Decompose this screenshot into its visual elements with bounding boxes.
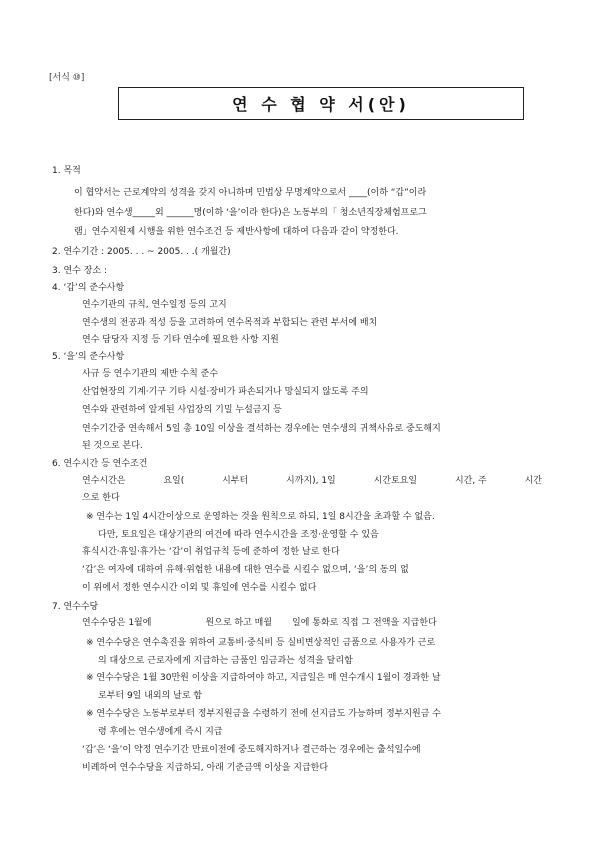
section-2-period: 2. 연수기간 : 2005. . . ~ 2005. . .( 개월간) <box>52 247 231 257</box>
section-7-note-2-line-2: 로부터 9일 내외의 날로 함 <box>98 691 203 701</box>
section-4-item-1: 연수기관의 규칙, 연수일정 등의 고지 <box>82 300 227 310</box>
section-4-item-3: 연수 담당자 지정 등 기타 연수에 필요한 사항 지원 <box>82 335 279 345</box>
form-number-label: [서식 ⑩] <box>49 73 85 83</box>
section-7-note-1-line-1: ※ 연수수당은 연수촉진을 위하여 교통비·중식비 등 실비변상적인 금품으로 사용자가 근로 <box>86 638 436 648</box>
section-6-note-1: ※ 연수는 1일 4시간이상으로 운영하는 것을 원칙으로 하되, 1일 8시간을 초과할 수 없음. <box>86 512 435 522</box>
payday-blank: 일에 통화로 직접 그 전액을 지급한다 <box>292 618 437 628</box>
document-title: 연 수 협 약 서(안) <box>232 95 410 114</box>
section-5-item-2: 산업현장의 기계·기구 기타 시설·장비가 파손되거나 망실되지 않도록 주의 <box>82 387 369 397</box>
weekday-blank: 요일( <box>163 476 185 486</box>
section-4-heading: 4. ‘갑’의 준수사항 <box>52 283 125 293</box>
section-5-item-3: 연수와 관련하여 알게된 사업장의 기밀 누설금지 등 <box>82 405 282 415</box>
title-box <box>118 87 524 120</box>
section-5-heading: 5. ‘을’의 준수사항 <box>52 352 125 362</box>
section-6-hours-line <box>82 475 542 487</box>
section-6-restriction-line-2: 이 위에서 정한 연수시간 이외 및 휴일에 연수를 시킬수 없다 <box>82 583 317 593</box>
saturday-hours-blank: 시간토요일 <box>373 476 418 486</box>
hours-unit: 시간 <box>524 476 542 486</box>
section-7-note-3-line-1: ※ 연수수당은 노동부로부터 정부지원금을 수령하기 전에 선지급도 가능하며 정부지원금 수 <box>86 709 441 719</box>
allowance-label: 연수수당은 1월에 <box>82 618 152 628</box>
section-6-rest-days: 휴식시간·휴일·휴가는 ‘갑’이 취업규칙 등에 준하여 정한 날로 한다 <box>82 547 340 557</box>
section-7-note-1-line-2: 의 대상으로 근로자에게 지급하는 금품인 임금과는 성격을 달리함 <box>98 656 353 666</box>
section-7-allowance-line <box>82 617 437 629</box>
section-7-note-2-line-1: ※ 연수수당은 1월 30만원 이상을 지급하여야 하고, 지급일은 매 연수개시 1월이 경과한 날 <box>86 673 441 683</box>
section-1-paragraph-line-2: 한다)와 연수생_____외 ______명(이하 ‘을’이라 한다)은 노동부의「 청소년직장체험프로그 <box>74 208 427 218</box>
section-7-prorate-line-2: 비례하여 연수수당을 지급하되, 아래 기준금액 이상을 지급한다 <box>82 763 329 773</box>
end-hour-blank: 시까지), 1일 <box>286 476 336 486</box>
section-4-item-2: 연수생의 전공과 적성 등을 고려하여 연수목적과 부합되는 관련 부서에 배치 <box>82 318 378 328</box>
start-hour-blank: 시부터 <box>222 476 249 486</box>
section-7-prorate-line-1: ‘갑’은 ‘을’이 약정 연수기간 만료이전에 중도해지하거나 결근하는 경우에는 출석일수에 <box>82 745 421 755</box>
section-6-heading: 6. 연수시간 등 연수조건 <box>52 459 148 469</box>
section-1-heading: 1. 목적 <box>52 166 81 176</box>
weekly-hours-blank: 시간, 주 <box>454 476 487 486</box>
section-1-paragraph-line-3: 램」연수지원제 시행을 위한 연수조건 등 제반사항에 대하여 다음과 같이 약정한다. <box>74 227 399 237</box>
section-1-paragraph-line-1: 이 협약서는 근로계약의 성격을 갖지 아니하며 민법상 무명계약으로서 ____(이하 “갑”이라 <box>74 188 427 198</box>
section-6-note-2: 다만, 토요일은 대상기관의 여건에 따라 연수시간을 조정·운영할 수 있음 <box>98 530 379 540</box>
section-5-item-1: 사규 등 연수기관의 제반 수칙 준수 <box>82 369 219 379</box>
section-7-heading: 7. 연수수당 <box>52 602 99 612</box>
section-6-restriction-line-1: ‘갑’은 여자에 대하여 유해·위험한 내용에 대한 연수를 시킬수 없으며, ‘을’의 동의 없 <box>82 565 409 575</box>
section-3-location: 3. 연수 장소 : <box>52 266 107 276</box>
allowance-amount-blank: 원으로 하고 매월 <box>205 618 273 628</box>
section-6-hours-line-2: 으로 한다 <box>82 493 120 503</box>
section-5-item-4-line-1: 연수기간중 연속해서 5일 총 10일 이상을 결석하는 경우에는 연수생의 귀책사유로 중도해지 <box>82 424 441 434</box>
section-7-note-3-line-2: 령 후에는 연수생에게 즉시 지급 <box>98 727 223 737</box>
hours-label: 연수시간은 <box>82 476 126 486</box>
section-5-item-4-line-2: 된 것으로 본다. <box>82 441 143 451</box>
